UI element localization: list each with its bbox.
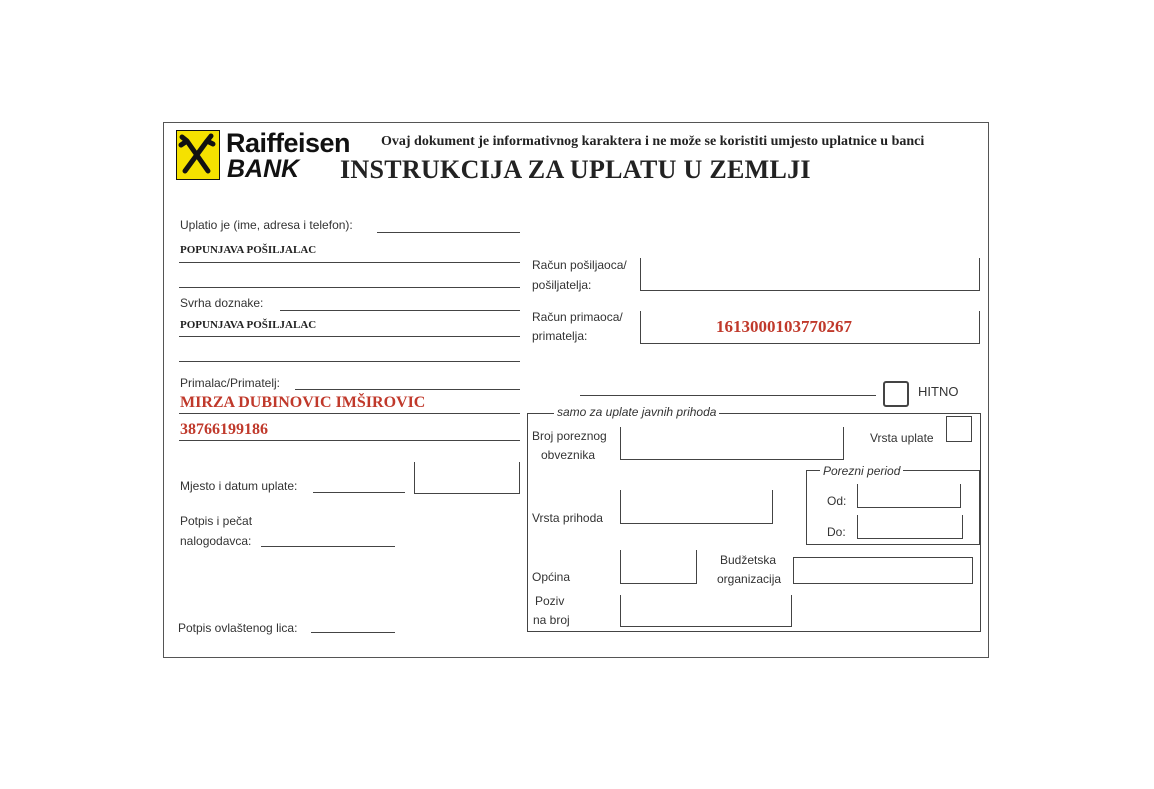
to-label: Do: xyxy=(827,525,846,539)
sender-account-label-1: Račun pošiljaoca/ xyxy=(532,258,627,272)
recipient-line-1 xyxy=(295,389,520,390)
sender-account-field xyxy=(640,258,980,291)
place-date-box xyxy=(414,462,520,494)
from-field xyxy=(857,484,961,508)
signature-seal-label-2: nalogodavca: xyxy=(180,534,252,548)
payer-label: Uplatio je (ime, adresa i telefon): xyxy=(180,218,353,232)
payment-type-label: Vrsta uplate xyxy=(870,431,934,445)
payer-line-2 xyxy=(179,262,520,263)
purpose-line-2 xyxy=(179,336,520,337)
authorized-signature-label: Potpis ovlaštenog lica: xyxy=(178,621,298,635)
from-label: Od: xyxy=(827,494,847,508)
recipient-account-label-1: Račun primaoca/ xyxy=(532,310,623,324)
reference-label-2: na broj xyxy=(533,613,570,627)
tax-payer-field xyxy=(620,427,844,460)
logo-emblem-icon xyxy=(176,130,220,180)
recipient-name: MIRZA DUBINOVIC IMŠIROVIC xyxy=(180,394,426,411)
signature-seal-label-1: Potpis i pečat xyxy=(180,514,253,528)
purpose-line-1 xyxy=(280,310,520,311)
municipality-field xyxy=(620,550,697,584)
revenue-type-label: Vrsta prihoda xyxy=(532,511,603,525)
payment-type-field xyxy=(946,416,972,442)
info-notice: Ovaj dokument je informativnog karaktera i ne može se koristiti umjesto uplatnice u banci xyxy=(381,134,925,149)
budget-org-label-1: Budžetska xyxy=(720,553,777,567)
urgent-label: HITNO xyxy=(918,384,959,399)
reference-field xyxy=(620,595,792,627)
recipient-account-label-2: primatelja: xyxy=(532,329,588,343)
urgent-line xyxy=(580,395,876,396)
recipient-line-3 xyxy=(179,440,520,441)
payer-line-3 xyxy=(179,287,520,288)
reference-label-1: Poziv xyxy=(535,594,565,608)
signature-seal-line xyxy=(261,546,395,547)
municipality-label: Općina xyxy=(532,570,571,584)
budget-org-label-2: organizacija xyxy=(717,572,782,586)
purpose-line-3 xyxy=(179,361,520,362)
place-date-line xyxy=(313,492,405,493)
recipient-phone: 38766199186 xyxy=(180,421,268,438)
purpose-label: Svrha doznake: xyxy=(180,296,264,310)
logo-text-raiffeisen: Raiffeisen xyxy=(226,128,351,158)
payer-line-1 xyxy=(377,232,520,233)
recipient-account-value: 1613000103770267 xyxy=(716,317,852,336)
raiffeisen-logo xyxy=(176,128,351,184)
urgent-checkbox[interactable] xyxy=(883,381,909,407)
place-date-label: Mjesto i datum uplate: xyxy=(180,479,298,493)
logo-text-bank: BANK xyxy=(227,155,300,183)
revenue-type-field xyxy=(620,490,773,524)
purpose-value: POPUNJAVA POŠILJALAC xyxy=(180,319,317,331)
budget-org-field xyxy=(793,557,973,584)
sender-account-label-2: pošiljatelja: xyxy=(532,278,592,292)
recipient-line-2 xyxy=(179,413,520,414)
to-field xyxy=(857,515,963,539)
tax-payer-label-2: obveznika xyxy=(541,448,596,462)
authorized-signature-line xyxy=(311,632,395,633)
recipient-label: Primalac/Primatelj: xyxy=(180,376,281,390)
tax-period-legend: Porezni period xyxy=(820,464,903,478)
payer-value: POPUNJAVA POŠILJALAC xyxy=(180,244,317,256)
tax-payer-label-1: Broj poreznog xyxy=(532,429,607,443)
form-title: INSTRUKCIJA ZA UPLATU U ZEMLJI xyxy=(340,155,811,184)
public-revenue-legend: samo za uplate javnih prihoda xyxy=(554,405,719,419)
